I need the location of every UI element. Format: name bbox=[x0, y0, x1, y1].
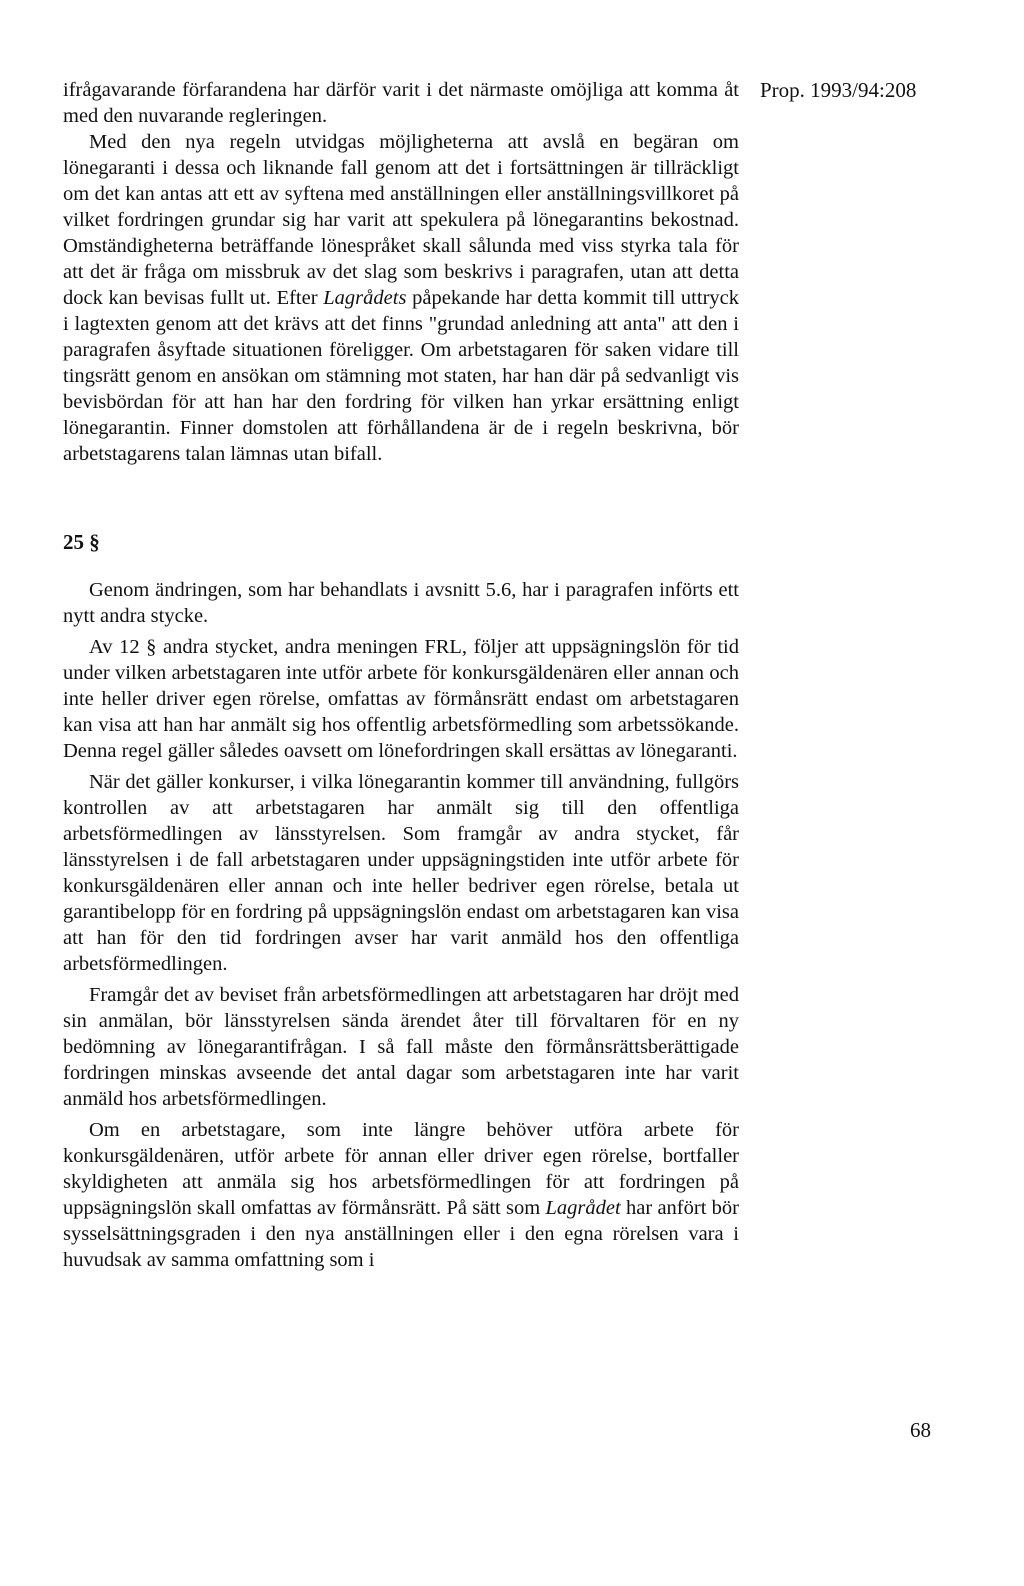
paragraph-amendment: Genom ändringen, som har behandlats i avsnitt 5.6, har i paragrafen införts ett nytt andra stycke. bbox=[63, 579, 739, 627]
paragraph-annan-arbete bbox=[63, 1117, 739, 1273]
italic-term-lagradets: Lagrådets bbox=[323, 287, 407, 309]
paragraph-text: Om en arbetstagare, som inte längre behöver utföra arbete för konkursgäldenären, utför arbete för annan eller driver egen rörelse, bortfaller skyldigheten att anmäla sig hos arbetsförmedlingen för att fordringen på uppsägningslön skall omfattas av förmånsrätt. På sätt som bbox=[63, 1119, 739, 1219]
proposition-reference: Prop. 1993/94:208 bbox=[760, 78, 917, 102]
italic-term-lagradet: Lagrådet bbox=[545, 1197, 621, 1219]
paragraph-frl: Av 12 § andra stycket, andra meningen FRL, följer att uppsägningslön för tid under vilken arbetstagaren inte utför arbete för konkursgäldenären eller annan och inte heller driver egen rörelse, omfattas av förmånsrätt endast om arbetstagaren kan visa att han har anmält sig hos offentlig arbetsförmedling som arbetssökande. Denna regel gäller således oavsett om lönefordringen skall ersättas av lönegaranti. bbox=[63, 636, 739, 762]
paragraph-konkurser: När det gäller konkurser, i vilka lönegarantin kommer till användning, fullgörs kontrollen av att arbetstagaren har anmält sig till den offentliga arbetsförmedlingen av länsstyrelsen. Som framgår av andra stycket, får länsstyrelsen i de fall arbetstagaren under uppsägningstiden inte utför arbete för konkursgäldenären eller annan och inte heller bedriver egen rörelse, betala ut garantibelopp för en fordring på uppsägningslön endast om arbetstagaren kan visa att han för den tid fordringen avser har varit anmäld hos den offentliga arbetsförmedlingen. bbox=[63, 771, 739, 975]
paragraph-text: har anfört bör sysselsättningsgraden i den nya anställningen eller i den egna rörelsen vara i huvudsak av samma omfattning som i bbox=[63, 1197, 740, 1271]
paragraph-bevis: Framgår det av beviset från arbetsförmedlingen att arbetstagaren har dröjt med sin anmälan, bör länsstyrelsen sända ärendet åter till förvaltaren för en ny bedömning av lönegarantifrågan. I så fall måste den förmånsrättsberättigade fordringen minskas avseende det antal dagar som arbetstagaren inte har varit anmäld hos arbetsförmedlingen. bbox=[63, 984, 739, 1110]
paragraph-new-rule bbox=[63, 129, 739, 467]
paragraph-text: Med den nya regeln utvidgas möjligheterna att avslå en begäran om lönegaranti i dessa och liknande fall genom att det i fortsättningen är tillräckligt om det kan antas att ett av syftena med anställningen eller anställningsvillkoret på vilket fordringen grundar sig har varit att spekulera på lönegarantins bekostnad. Omständigheterna beträffande lönespråket skall sålunda med viss styrka tala för att det är fråga om missbruk av det slag som beskrivs i paragrafen, utan att detta dock kan bevisas fullt ut. Efter bbox=[63, 131, 739, 309]
document-body bbox=[63, 77, 739, 1278]
paragraph-text: påpekande har detta kommit till uttryck i lagtexten genom att det krävs att det finns "grundad anledning att anta" att den i paragrafen åsyftade situationen föreligger. Om arbetstagaren för saken vidare till tingsrätt genom en ansökan om stämning mot staten, har han där på sedvanligt vis bevisbördan för att han har den fordring för vilken han yrkar ersättning enligt lönegarantin. Finner domstolen att förhållandena är de i regeln beskrivna, bör arbetstagarens talan lämnas utan bifall. bbox=[63, 287, 739, 465]
section-heading: 25 § bbox=[63, 530, 100, 554]
page-number: 68 bbox=[910, 1418, 931, 1442]
paragraph-continuation: ifrågavarande förfarandena har därför varit i det närmaste omöjliga att komma åt med den nuvarande regleringen. bbox=[63, 79, 739, 127]
